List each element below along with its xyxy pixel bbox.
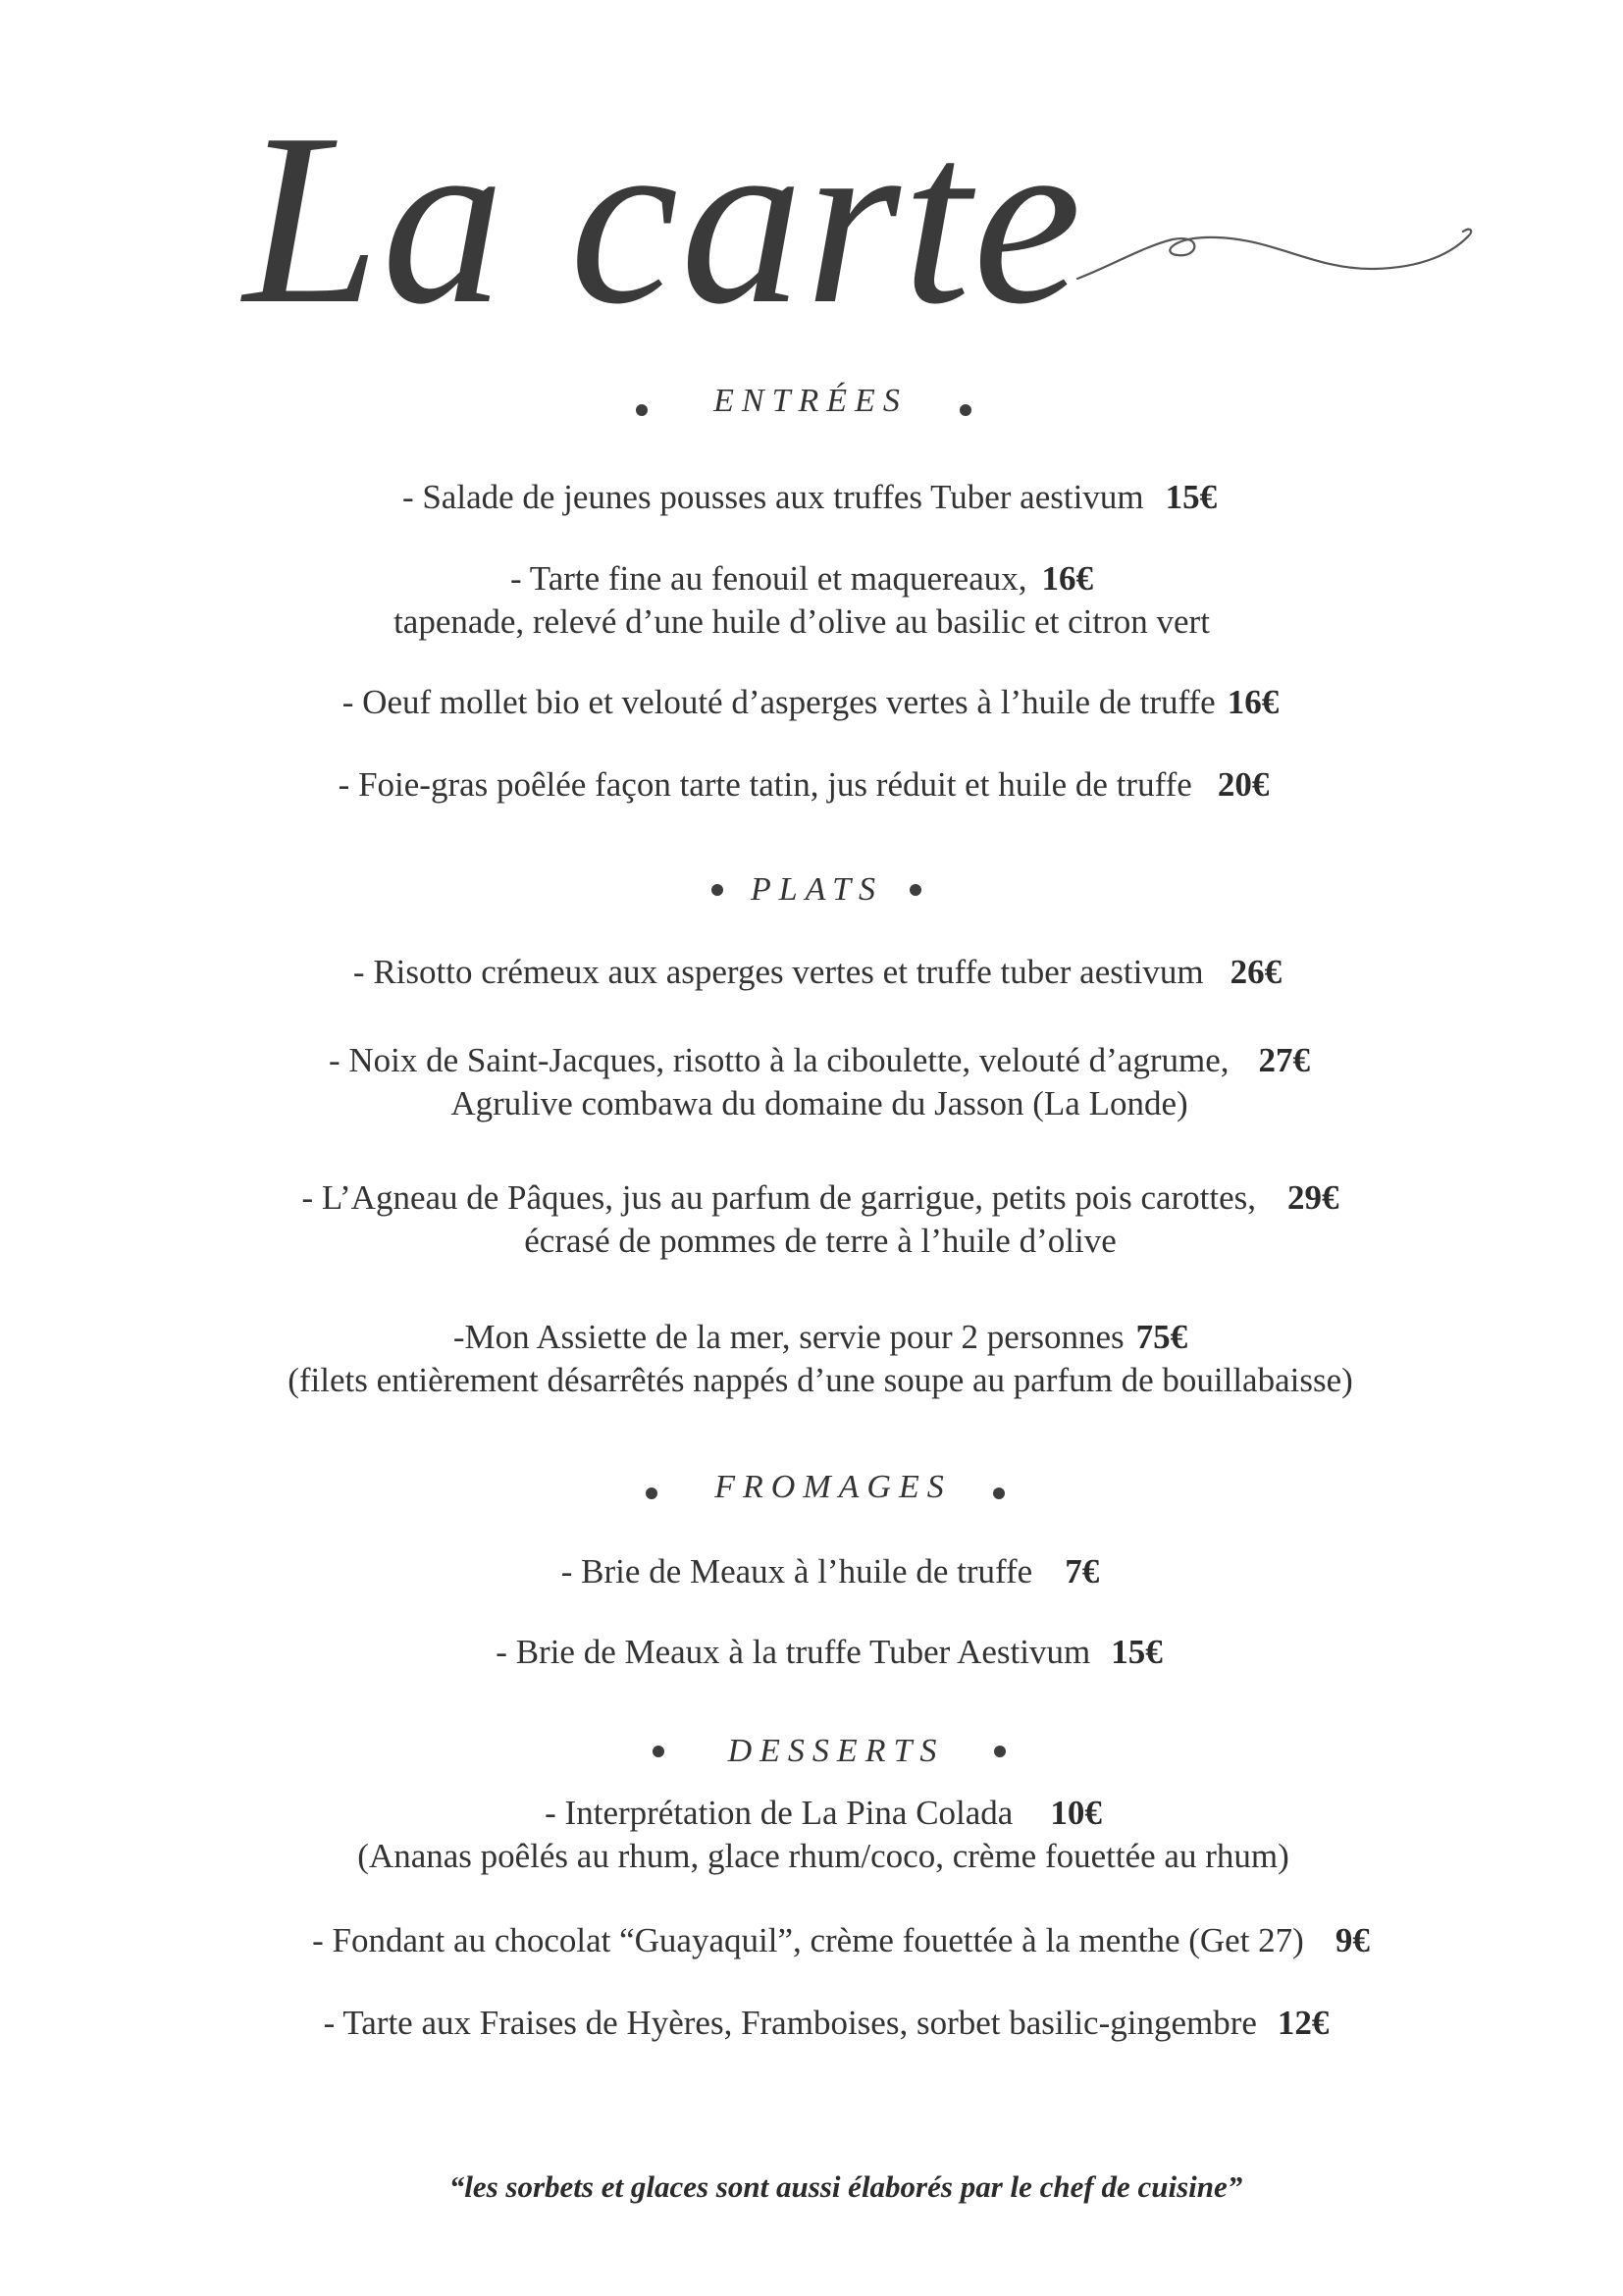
bullet-dot-right bbox=[960, 404, 971, 416]
menu-item bbox=[0, 763, 1615, 807]
menu-item bbox=[18, 1631, 1623, 1674]
title-flourish bbox=[0, 0, 1623, 392]
bullet-dot-left bbox=[636, 404, 648, 416]
section-title: DESSERTS bbox=[727, 1733, 945, 1769]
section-heading-fromages bbox=[14, 1466, 1623, 1509]
menu-item-line bbox=[9, 1316, 1623, 1359]
page-title: La carte bbox=[243, 83, 1084, 355]
dish-description: (Ananas poêlés au rhum, glace rhum/coco, crème fouettée au rhum) bbox=[357, 1837, 1289, 1875]
menu-item-line bbox=[18, 1631, 1623, 1674]
price: 7€ bbox=[1065, 1552, 1100, 1591]
menu-item bbox=[9, 1316, 1623, 1402]
price: 20€ bbox=[1217, 765, 1270, 804]
menu-item-line bbox=[0, 557, 1613, 600]
price: 12€ bbox=[1277, 2004, 1330, 2042]
menu-item-line bbox=[29, 1919, 1623, 1962]
menu-item bbox=[15, 2002, 1623, 2045]
dish-name: - Fondant au chocolat “Guayaquil”, crème fouettée à la menthe (Get 27) bbox=[312, 1921, 1304, 1959]
bullet-dot-right bbox=[994, 1746, 1006, 1757]
dish-name: - Foie-gras poêlée façon tarte tatin, jus réduit et huile de truffe bbox=[338, 765, 1192, 804]
dish-description: écrasé de pommes de terre à l’huile d’olive bbox=[524, 1222, 1117, 1260]
menu-item bbox=[9, 1176, 1623, 1263]
section-title: ENTRÉES bbox=[713, 383, 908, 419]
price: 15€ bbox=[1165, 478, 1218, 516]
dish-description: Agrulive combawa du domaine du Jasson (La Londe) bbox=[450, 1084, 1188, 1122]
dish-name: - Oeuf mollet bio et velouté d’asperges vertes à l’huile de truffe bbox=[341, 683, 1216, 721]
bullet-dot-left bbox=[653, 1746, 664, 1757]
dish-name: - Interprétation de La Pina Colada bbox=[545, 1794, 1014, 1832]
menu-item bbox=[0, 557, 1613, 644]
menu-item-line bbox=[6, 951, 1623, 994]
dish-description: tapenade, relevé d’une huile d’olive au basilic et citron vert bbox=[393, 602, 1210, 641]
dish-name: - Brie de Meaux à la truffe Tuber Aestivum bbox=[496, 1633, 1091, 1671]
bullet-dot-right bbox=[910, 884, 921, 896]
menu-item-line bbox=[15, 2002, 1623, 2045]
menu-item bbox=[0, 476, 1621, 519]
section-heading-desserts bbox=[18, 1730, 1623, 1773]
section-title: FROMAGES bbox=[714, 1469, 952, 1505]
price: 16€ bbox=[1227, 683, 1280, 721]
price: 16€ bbox=[1041, 559, 1094, 598]
bullet-dot-left bbox=[646, 1487, 657, 1499]
bullet-dot-right bbox=[993, 1487, 1005, 1499]
menu-item-line bbox=[0, 681, 1622, 724]
dish-name: - Tarte fine au fenouil et maquereaux, bbox=[509, 559, 1027, 598]
menu-item-line bbox=[12, 1792, 1623, 1835]
dish-name: - L’Agneau de Pâques, jus au parfum de garrigue, petits pois carottes, bbox=[301, 1178, 1257, 1217]
dish-description: (filets entièrement désarrêtés nappés d’une soupe au parfum de bouillabaisse) bbox=[288, 1361, 1353, 1399]
menu-item-line bbox=[0, 476, 1621, 519]
menu-item bbox=[0, 681, 1622, 724]
menu-item bbox=[12, 1792, 1623, 1878]
price: 26€ bbox=[1230, 953, 1283, 991]
section-heading-plats bbox=[5, 868, 1623, 912]
dish-name: - Noix de Saint-Jacques, risotto à la ciboulette, velouté d’agrume, bbox=[328, 1041, 1230, 1079]
bullet-dot-left bbox=[711, 884, 723, 896]
menu-item bbox=[6, 951, 1623, 994]
price: 9€ bbox=[1335, 1921, 1370, 1959]
price: 75€ bbox=[1135, 1318, 1188, 1356]
section-heading-entrees bbox=[0, 380, 1615, 423]
menu-item-line bbox=[8, 1039, 1623, 1082]
dish-name: -Mon Assiette de la mer, servie pour 2 personnes bbox=[452, 1318, 1125, 1356]
dish-name: - Brie de Meaux à l’huile de truffe bbox=[560, 1552, 1033, 1591]
menu-item-line bbox=[0, 763, 1615, 807]
price: 29€ bbox=[1287, 1178, 1339, 1217]
menu-item bbox=[8, 1039, 1623, 1125]
price: 15€ bbox=[1111, 1633, 1163, 1671]
price: 10€ bbox=[1050, 1794, 1102, 1832]
dish-name: - Tarte aux Fraises de Hyères, Framboises, sorbet basilic-gingembre bbox=[323, 2004, 1257, 2042]
dish-name: - Salade de jeunes pousses aux truffes Tuber aestivum bbox=[401, 478, 1144, 516]
price: 27€ bbox=[1258, 1041, 1310, 1079]
menu-item bbox=[19, 1550, 1623, 1593]
menu-item-line bbox=[9, 1176, 1623, 1220]
footer-note: “les sorbets et glaces sont aussi élaborés par le chef de cuisine” bbox=[448, 2169, 1243, 2204]
menu-item-line bbox=[19, 1550, 1623, 1593]
dish-name: - Risotto crémeux aux asperges vertes et truffe tuber aestivum bbox=[352, 953, 1204, 991]
section-title: PLATS bbox=[750, 871, 884, 908]
menu-item bbox=[29, 1919, 1623, 1962]
